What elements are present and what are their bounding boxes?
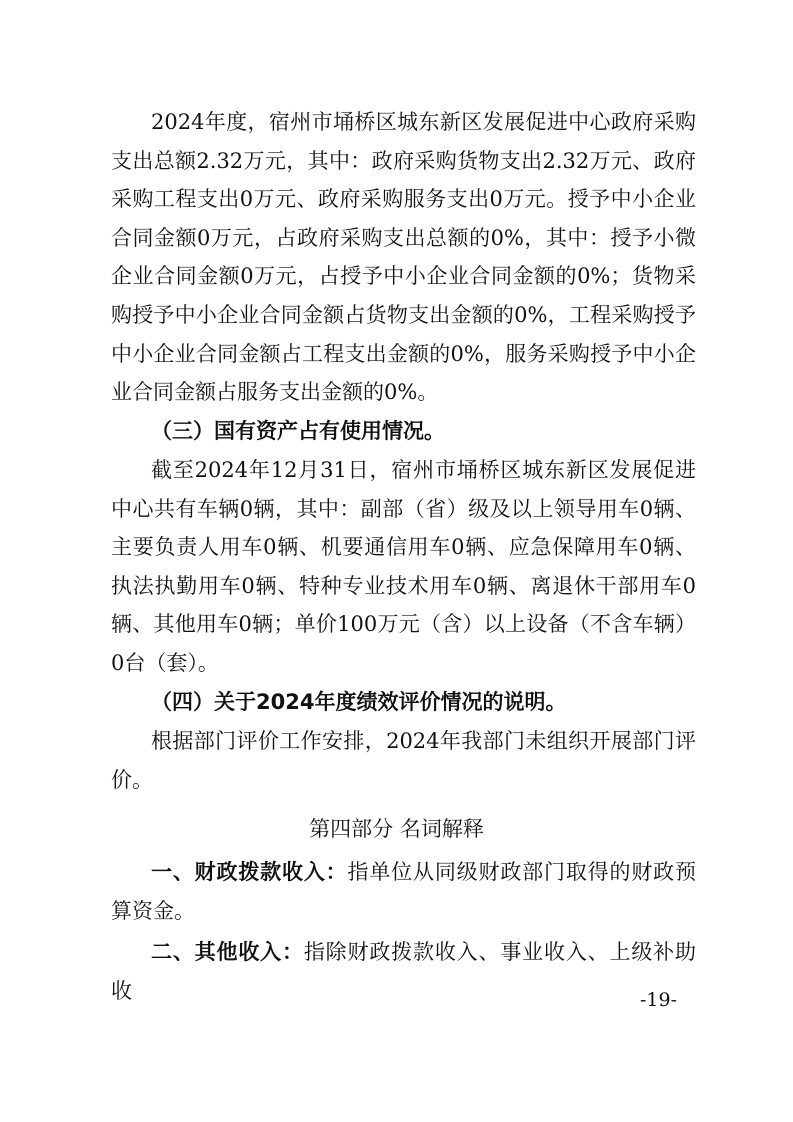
term-other-income <box>111 933 696 1010</box>
performance-paragraph: 根据部门评价工作安排，2024年我部门未组织开展部门评价。 <box>111 729 696 792</box>
term-title: 一、财政拨款收入： <box>151 860 348 884</box>
performance-heading: （四）关于2024年度绩效评价情况的说明。 <box>151 690 567 714</box>
procurement-paragraph: 2024年度，宿州市埇桥区城东新区发展促进中心政府采购支出总额2.32万元，其中：政府采购货物支出2.32万元、政府采购工程支出0万元、政府采购服务支出0万元。授予中小企业合同金额0万元，占政府采购支出总额的0%，其中：授予小微企业合同金额0万元，占授予中小企业合同金额的0%；货物采购授予中小企业合同金额占货物支出金额的0%，工程采购授予中小企业合同金额占工程支出金额的0%，服务采购授予中小企业合同金额占服务支出金额的0%。 <box>111 110 696 405</box>
section-title: 第四部分 名词解释 <box>309 817 484 841</box>
term-definition: 指除财政拨款收入、事业收入、上级补助收 <box>111 940 697 1003</box>
term-title: 二、其他收入： <box>151 940 304 964</box>
assets-paragraph: 截至2024年12月31日，宿州市埇桥区城东新区发展促进中心共有车辆0辆，其中：副部（省）级及以上领导用车0辆、主要负责人用车0辆、机要通信用车0辆、应急保障用车0辆、执法执勤用车0辆、特种专业技术用车0辆、离退休干部用车0辆、其他用车0辆；单价100万元（含）以上设备（不含车辆）0台（套）。 <box>111 458 696 675</box>
assets-heading: （三）国有资产占有使用情况。 <box>151 419 445 443</box>
page-number: -19- <box>640 989 678 1011</box>
term-fiscal-appropriation <box>111 853 696 930</box>
term-definition: 指单位从同级财政部门取得的财政预算资金。 <box>111 860 696 923</box>
